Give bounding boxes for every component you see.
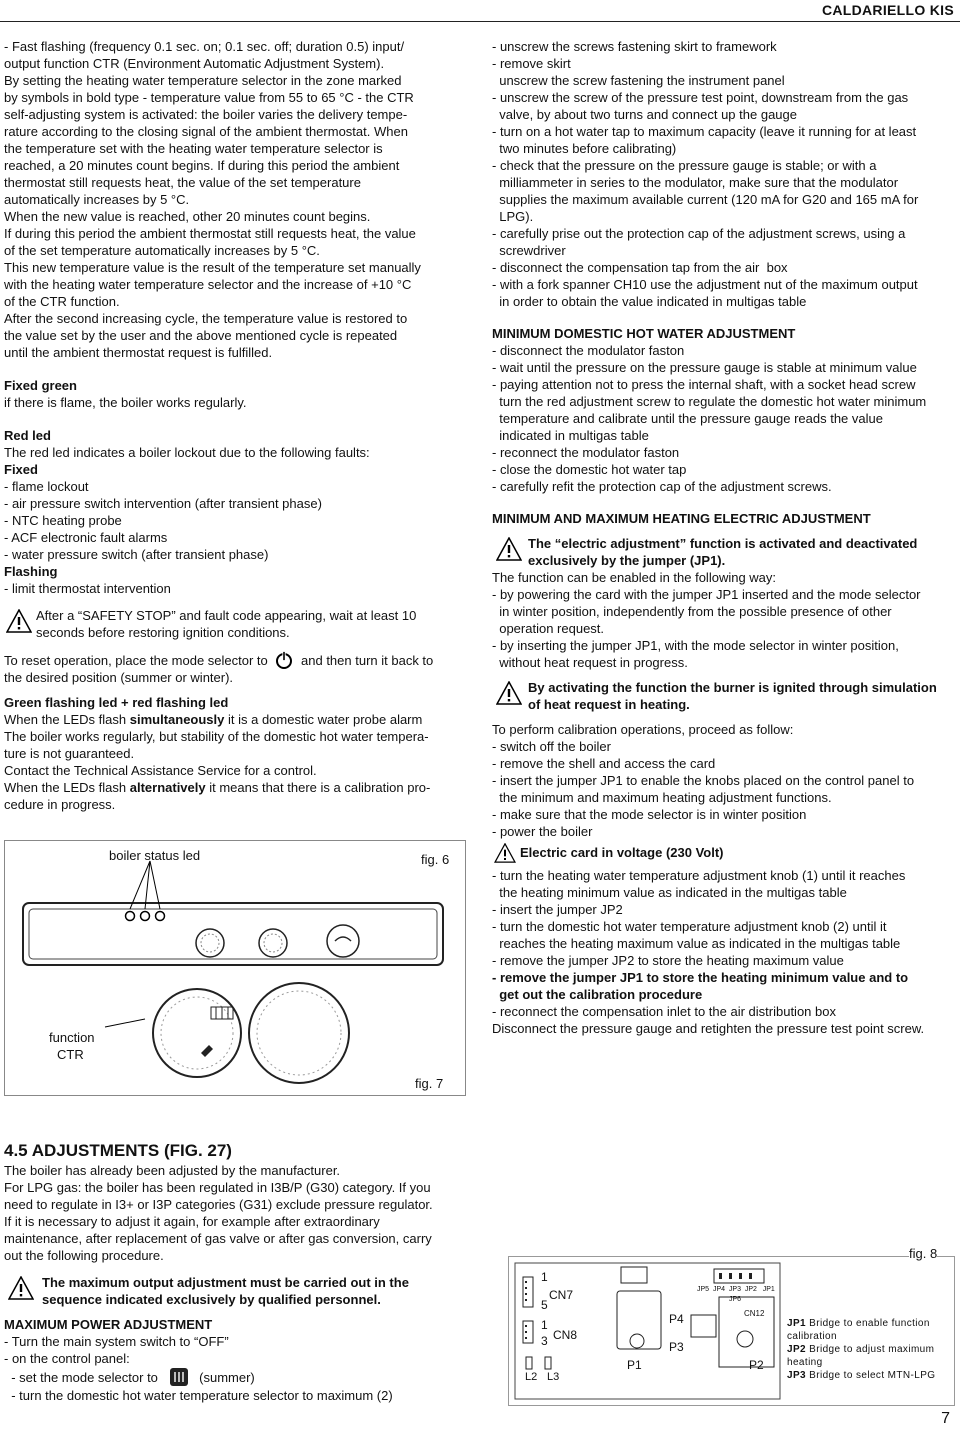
function-ctr-label-1: function (49, 1030, 95, 1045)
minmax-title: MINIMUM AND MAXIMUM HEATING ELECTRIC ADJUSTMENT (492, 511, 871, 526)
left-p1-line: rature according to the closing signal of the ambient thermostat. When (4, 124, 408, 139)
l2-label: L2 (525, 1371, 538, 1383)
figure-6-7 (4, 840, 466, 1096)
green-red-line-5: When the LEDs flash alternatively it means that there is a calibration pro- (4, 780, 431, 795)
adjustments-section (4, 1140, 474, 1404)
jp1-warning (492, 535, 957, 569)
warning-icon (6, 609, 32, 633)
min-dhw-title: MINIMUM DOMESTIC HOT WATER ADJUSTMENT (492, 326, 796, 341)
left-p1-line: self-adjusting system is activated: the boiler varies the delivery tempe- (4, 107, 408, 122)
left-p1-line: If during this period the ambient thermostat still requests heat, the value (4, 226, 416, 241)
min-dhw-steps-line: - carefully refit the protection cap of the adjustment screws. (492, 479, 832, 494)
adjust-lines-line: If it is necessary to adjust it again, for example after extraordinary (4, 1214, 380, 1229)
reset-paragraph (4, 651, 472, 686)
left-p1-line: After the second increasing cycle, the temperature value is restored to (4, 311, 408, 326)
max-output-warning-line-1: The maximum output adjustment must be carried out in the (42, 1275, 409, 1290)
burner-warning (492, 679, 957, 713)
steps1-line: - turn on a hot water tap to maximum capacity (leave it running for at least (492, 124, 917, 139)
left-p1-line: by symbols in bold type - temperature value from 55 to 65 °C - the CTR (4, 90, 414, 105)
p1-label: P1 (627, 1358, 642, 1372)
left-p1-line: of the set temperature automatically increases by 5 °C. (4, 243, 320, 258)
steps1-line: - remove skirt (492, 56, 571, 71)
boiler-status-led-label: boiler status led (109, 848, 201, 863)
left-p1-line: This new temperature value is the result of the temperature set manually (4, 260, 421, 275)
left-p1-line: of the CTR function. (4, 294, 120, 309)
green-red-line-1: When the LEDs flash simultaneously it is a domestic water probe alarm (4, 712, 423, 727)
steps1-line: - with a fork spanner CH10 use the adjustment nut of the maximum output (492, 277, 918, 292)
bold-step-line-1: - remove the jumper JP1 to store the heating minimum value and to (492, 970, 909, 985)
adjustments-text (4, 1162, 474, 1264)
max-power-line-1: - Turn the main system switch to “OFF” (4, 1334, 229, 1349)
pin-1a: 1 (541, 1270, 548, 1284)
p4-label: P4 (669, 1312, 684, 1326)
left-p1-line: thermostat still requests heat, the value of the set temperature (4, 175, 361, 190)
reset-text-a: To reset operation, place the mode selector to (4, 653, 268, 668)
steps1-line: screwdriver (492, 243, 566, 258)
fixed-list (4, 478, 472, 563)
flashing-title: Flashing (4, 564, 58, 579)
left-column (4, 38, 472, 813)
calib-steps-line: - insert the jumper JP1 to enable the knobs placed on the control panel to (492, 773, 915, 788)
burner-warning-line-2: of heat request in heating. (528, 697, 690, 712)
green-red-line-6: cedure in progress. (4, 797, 116, 812)
max-power-line-3: - set the mode selector to (summer) (4, 1367, 474, 1387)
left-p1-line: with the heating water temperature selector and the increase of +10 °C (4, 277, 412, 292)
calib-steps-line: the minimum and maximum heating adjustment functions. (492, 790, 832, 805)
max-power-line-2: - on the control panel: (4, 1351, 130, 1366)
min-dhw-steps-line: - close the domestic hot water tap (492, 462, 687, 477)
min-dhw-steps-line: - disconnect the modulator faston (492, 343, 685, 358)
cn7-label: CN7 (549, 1288, 574, 1302)
jp1-warning-line-2: exclusively by the jumper (JP1). (528, 553, 726, 568)
figure-8 (508, 1246, 955, 1406)
left-p1-line: the temperature set with the heating water temperature selector is (4, 141, 383, 156)
p2-label: P2 (749, 1358, 764, 1372)
right-column (492, 38, 957, 1037)
closing-text: Disconnect the pressure gauge and retighten the pressure test point screw. (492, 1021, 925, 1036)
adjust-lines-line: For LPG gas: the boiler has been regulated in I3B/P (G30) category. If you (4, 1180, 431, 1195)
green-red-line-4: Contact the Technical Assistance Service for a control. (4, 763, 317, 778)
red-led-title: Red led (4, 428, 51, 443)
min-dhw-steps-line: temperature and calibrate until the pressure gauge reads the value (492, 411, 883, 426)
steps1-line: - disconnect the compensation tap from the air box (492, 260, 788, 275)
safety-stop-warning (4, 607, 472, 641)
green-red-line-2: The boiler works regularly, but stability of the domestic hot water tempera- (4, 729, 429, 744)
final-steps-line: reaches the heating maximum value as indicated in the multigas table (492, 936, 901, 951)
warning-icon (496, 681, 522, 705)
jp-row-label: JP5 JP4 JP3 JP2 JP1 (697, 1286, 775, 1293)
left-p1-line: When the new value is reached, other 20 minutes count begins. (4, 209, 371, 224)
power-icon (274, 651, 294, 669)
enable-steps-line: operation request. (492, 621, 605, 636)
max-output-warning-line-2: sequence indicated exclusively by qualified personnel. (42, 1292, 381, 1307)
steps1-line: milliammeter in series to the modulator, make sure that the modulator (492, 175, 899, 190)
pin-3: 3 (541, 1334, 548, 1348)
flashing-list (4, 580, 472, 597)
header-title: CALDARIELLO KIS (821, 2, 954, 18)
pin-1b: 1 (541, 1318, 548, 1332)
left-p1-line: the value set by the user and the above mentioned cycle is repeated (4, 328, 398, 343)
steps1-line: valve, by about two turns and connect up the gauge (492, 107, 797, 122)
min-dhw-steps-line: indicated in multigas table (492, 428, 649, 443)
max-output-warning (4, 1274, 474, 1308)
steps1-line: - carefully prise out the protection cap of the adjustment screws, using a (492, 226, 906, 241)
min-dhw-steps (492, 342, 957, 495)
fixed-green-text: if there is flame, the boiler works regularly. (4, 395, 247, 410)
calib-steps-line: - remove the shell and access the card (492, 756, 716, 771)
min-dhw-steps-line: - wait until the pressure on the pressure gauge is stable at minimum value (492, 360, 917, 375)
warning-icon (494, 843, 516, 863)
final-steps-line: - turn the domestic hot water temperature adjustment knob (2) until it (492, 919, 887, 934)
fixed-items-line: - air pressure switch intervention (after transient phase) (4, 496, 322, 511)
left-p1-line: By setting the heating water temperature selector in the zone marked (4, 73, 402, 88)
reset-text-b: and then turn it back to (301, 653, 434, 668)
min-dhw-steps-line: - reconnect the modulator faston (492, 445, 680, 460)
legend-item: JP1 Bridge to enable function calibration (787, 1318, 930, 1342)
steps1-line: - unscrew the screw of the pressure test point, downstream from the gas (492, 90, 909, 105)
jumper-legend (787, 1317, 952, 1382)
final-steps-line: - remove the jumper JP2 to store the heating maximum value (492, 953, 844, 968)
bold-step-line-2: get out the calibration procedure (492, 987, 703, 1002)
jp1-warning-line-1: The “electric adjustment” function is activated and deactivated (528, 536, 918, 551)
calib-steps-line: - switch off the boiler (492, 739, 611, 754)
calib-steps-line: - make sure that the mode selector is in winter position (492, 807, 807, 822)
final-steps-line: - turn the heating water temperature adjustment knob (1) until it reaches (492, 868, 906, 883)
calib-intro: To perform calibration operations, proceed as follow: (492, 722, 794, 737)
green-red-title: Green flashing led + red flashing led (4, 695, 229, 710)
enable-steps-line: without heat request in progress. (492, 655, 688, 670)
jp6-label: JP6 (729, 1296, 742, 1303)
red-led-text: The red led indicates a boiler lockout due to the following faults: (4, 445, 370, 460)
function-ctr-label-2: CTR (57, 1047, 84, 1062)
steps1-line: - check that the pressure on the pressure gauge is stable; or with a (492, 158, 877, 173)
burner-warning-line-1: By activating the function the burner is ignited through simulation (528, 680, 937, 695)
page-number: 7 (941, 1410, 950, 1427)
legend-item: JP2 Bridge to adjust maximum heating (787, 1344, 935, 1368)
enable-steps (492, 586, 957, 671)
adjust-lines-line: The boiler has already been adjusted by the manufacturer. (4, 1163, 341, 1178)
fig-8-label: fig. 8 (909, 1246, 938, 1261)
fig-7-label: fig. 7 (415, 1076, 444, 1091)
p3-label: P3 (669, 1340, 684, 1354)
left-p1-line: until the ambient thermostat request is fulfilled. (4, 345, 273, 360)
enable-steps-line: - by powering the card with the jumper JP1 inserted and the mode selector (492, 587, 921, 602)
voltage-warning (492, 844, 957, 861)
voltage-warning-text: Electric card in voltage (230 Volt) (520, 845, 724, 860)
final-steps-line: - insert the jumper JP2 (492, 902, 623, 917)
cn12-label: CN12 (744, 1309, 765, 1318)
warning-text-2: seconds before restoring ignition conditions. (36, 625, 290, 640)
min-dhw-steps-line: turn the red adjustment screw to regulate the domestic hot water minimum (492, 394, 927, 409)
fixed-green-title: Fixed green (4, 378, 77, 393)
steps1-line: supplies the maximum available current (120 mA for G20 and 165 mA for (492, 192, 919, 207)
summer-mode-icon (168, 1367, 190, 1387)
adjustments-title: 4.5 ADJUSTMENTS (FIG. 27) (4, 1141, 232, 1160)
max-adjust-steps (492, 38, 957, 310)
final-steps (492, 867, 957, 969)
reset-text-c: the desired position (summer or winter). (4, 670, 234, 685)
steps1-line: two minutes before calibrating) (492, 141, 677, 156)
left-p1-line: reached, a 20 minutes count begins. If during this period the ambient (4, 158, 400, 173)
cn8-label: CN8 (553, 1328, 578, 1342)
left-p1-line: output function CTR (Environment Automatic Adjustment System). (4, 56, 385, 71)
adjust-lines-line: maintenance, after replacement of gas valve or after gas conversion, carry (4, 1231, 432, 1246)
ctr-paragraph (4, 38, 472, 361)
left-p1-line: - Fast flashing (frequency 0.1 sec. on; 0.1 sec. off; duration 0.5) input/ (4, 39, 405, 54)
fixed-items-line: - NTC heating probe (4, 513, 122, 528)
final-steps-line: the heating minimum value as indicated in the multigas table (492, 885, 847, 900)
fixed-items-line: - water pressure switch (after transient phase) (4, 547, 269, 562)
min-dhw-steps-line: - paying attention not to press the internal shaft, with a socket head screw (492, 377, 916, 392)
adjust-lines-line: out the following procedure. (4, 1248, 164, 1263)
green-red-line-3: ture is not guaranteed. (4, 746, 135, 761)
fig-6-label: fig. 6 (421, 852, 450, 867)
steps1-line: LPG). (492, 209, 534, 224)
enable-steps-line: in winter position, independently from the possible presence of other (492, 604, 892, 619)
header-rule (0, 21, 960, 22)
enable-steps-line: - by inserting the jumper JP1, with the mode selector in winter position, (492, 638, 899, 653)
fixed-title: Fixed (4, 462, 38, 477)
calib-steps-line: - power the boiler (492, 824, 593, 839)
final-step-last: - reconnect the compensation inlet to the air distribution box (492, 1004, 836, 1019)
calib-steps (492, 738, 957, 840)
warning-icon (496, 537, 522, 561)
steps1-line: in order to obtain the value indicated in multigas table (492, 294, 807, 309)
adjust-lines-line: need to regulate in I3+ or I3P categories (G31) exclude pressure regulator. (4, 1197, 433, 1212)
legend-item: JP3 Bridge to select MTN-LPG (787, 1370, 936, 1381)
left-p1-line: automatically increases by 5 °C. (4, 192, 190, 207)
l3-label: L3 (547, 1371, 560, 1383)
max-power-line-4: - turn the domestic hot water temperature selector to maximum (2) (4, 1388, 393, 1403)
max-power-title: MAXIMUM POWER ADJUSTMENT (4, 1317, 213, 1332)
enable-intro: The function can be enabled in the following way: (492, 570, 777, 585)
fixed-items-line: - ACF electronic fault alarms (4, 530, 168, 545)
pin-5: 5 (541, 1298, 548, 1312)
warning-text-1: After a “SAFETY STOP” and fault code appearing, wait at least 10 (36, 608, 417, 623)
steps1-line: unscrew the screw fastening the instrument panel (492, 73, 785, 88)
fixed-items-line: - flame lockout (4, 479, 89, 494)
flashing-items-line: - limit thermostat intervention (4, 581, 171, 596)
warning-icon (8, 1276, 34, 1300)
steps1-line: - unscrew the screws fastening skirt to framework (492, 39, 777, 54)
